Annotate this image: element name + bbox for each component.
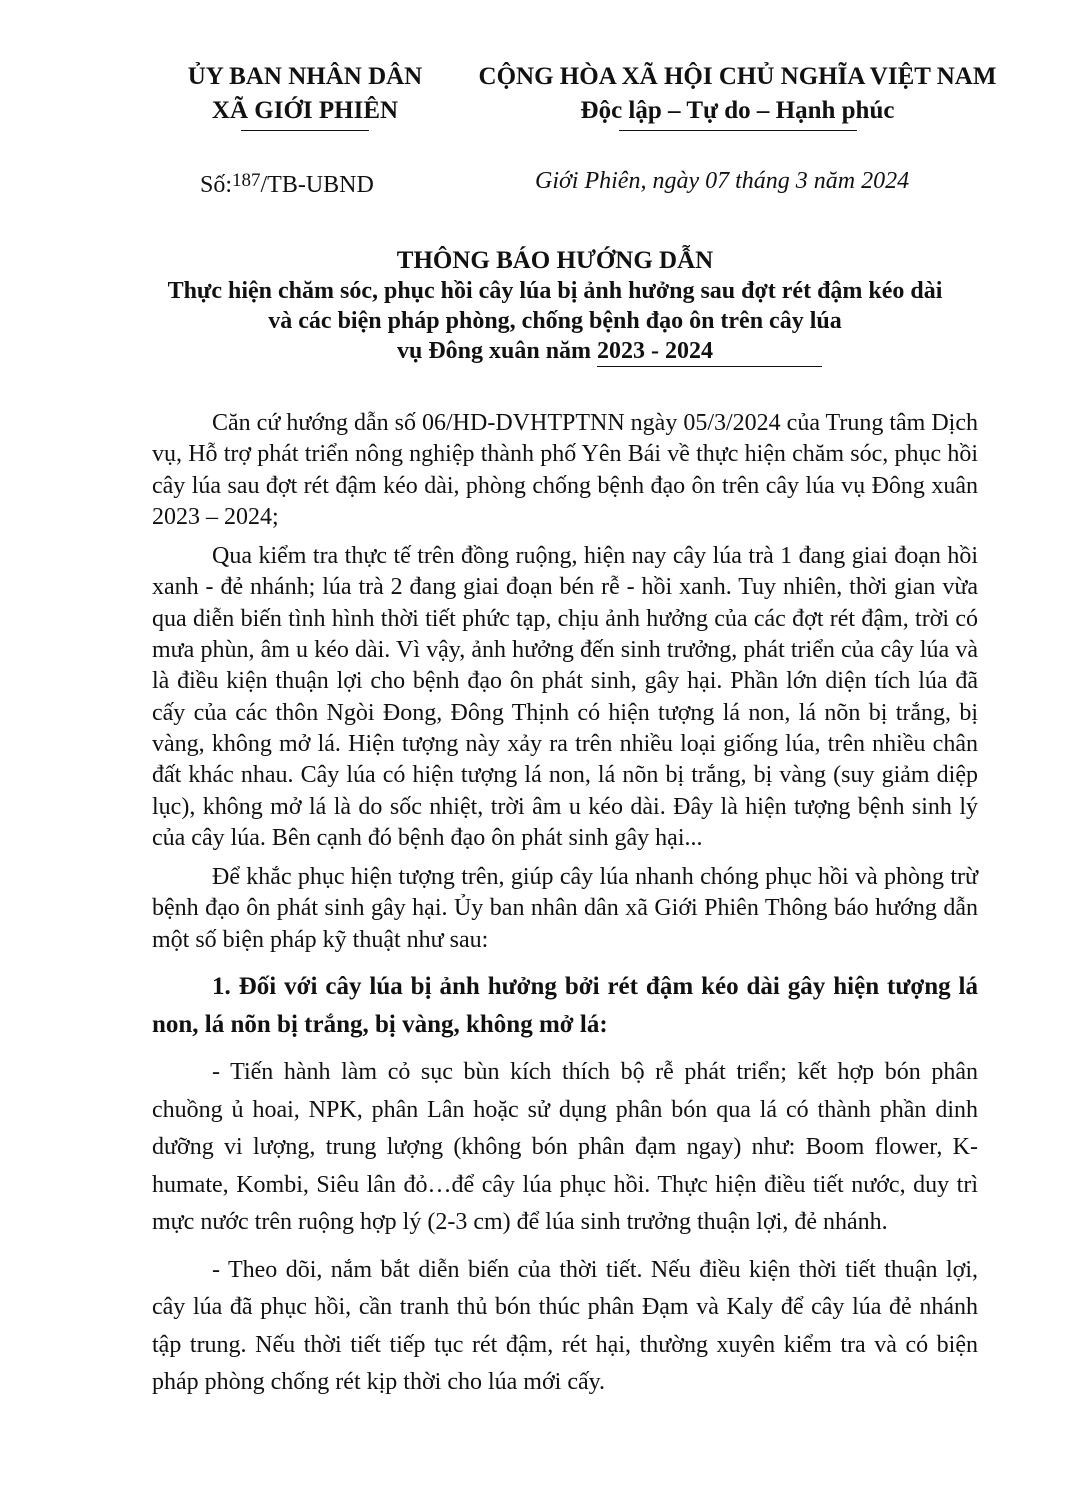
measure-item-2: - Theo dõi, nắm bắt diễn biến của thời tiết. Nếu điều kiện thời tiết thuận lợi, cây lúa đã phục hồi, cần tranh thủ bón thúc phân Đạm và Kaly để cây lúa đẻ nhánh tập trung. Nếu thời tiết tiếp tục rét đậm, rét hại, thường xuyên kiểm tra và có biện pháp phòng chống rét kịp thời cho lúa mới cấy. bbox=[152, 1256, 978, 1396]
nation-line-2: Độc lập – Tự do – Hạnh phúc bbox=[580, 97, 895, 124]
measure-item-1: - Tiến hành làm cỏ sục bùn kích thích bộ rễ phát triển; kết hợp bón phân chuồng ủ hoai, NPK, phân Lân hoặc sử dụng phân bón qua lá có thành phần dinh dưỡng vi lượng, trung lượng (không bón phân đạm ngay) như: Boom flower, K-humate, Kombi, Siêu lân đỏ…để cây lúa phục hồi. Thực hiện điều tiết nước, duy trì mực nước trên ruộng hợp lý (2-3 cm) để lúa sinh trưởng thuận lợi, đẻ nhánh. bbox=[152, 1059, 978, 1236]
title-sub-line-1: Thực hiện chăm sóc, phục hồi cây lúa bị ảnh hưởng sau đợt rét đậm kéo dài bbox=[167, 278, 943, 304]
doc-number-value: 187 bbox=[232, 170, 261, 191]
paragraph-purpose: Để khắc phục hiện tượng trên, giúp cây lúa nhanh chóng phục hồi và phòng trừ bệnh đạo ôn phát sinh gây hại. Ủy ban nhân dân xã Giới Phiên Thông báo hướng dẫn một số biện pháp kỹ thuật như sau: bbox=[152, 864, 978, 953]
national-motto bbox=[465, 60, 1010, 131]
org-line-1: ỦY BAN NHÂN DÂN bbox=[187, 63, 423, 90]
paragraph-basis: Căn cứ hướng dẫn số 06/HD-DVHTPTNN ngày 05/3/2024 của Trung tâm Dịch vụ, Hỗ trợ phát triển nông nghiệp thành phố Yên Bái về thực hiện chăm sóc, phục hồi cây lúa sau đợt rét đậm kéo dài, phòng chống bệnh đạo ôn trên cây lúa vụ Đông xuân 2023 – 2024; bbox=[152, 410, 978, 530]
issuing-organization bbox=[160, 60, 450, 131]
doc-number-suffix: /TB-UBND bbox=[260, 172, 374, 198]
document-title bbox=[120, 246, 990, 367]
org-underline bbox=[241, 130, 369, 131]
motto-underline bbox=[619, 130, 857, 131]
document-body bbox=[152, 408, 978, 1402]
document-number bbox=[200, 166, 374, 200]
paragraph-situation: Qua kiểm tra thực tế trên đồng ruộng, hiện nay cây lúa trà 1 đang giai đoạn hồi xanh - đẻ nhánh; lúa trà 2 đang giai đoạn bén rễ - hồi xanh. Tuy nhiên, thời gian vừa qua diễn biến tình hình thời tiết phức tạp, chịu ảnh hưởng của các đợt rét đậm, trời có mưa phùn, âm u kéo dài. Vì vậy, ảnh hưởng đến sinh trưởng, phát triển của cây lúa và là điều kiện thuận lợi cho bệnh đạo ôn phát sinh, gây hại. Phần lớn diện tích lúa đã cấy của các thôn Ngòi Đong, Đông Thịnh có hiện tượng lá non, lá nõn bị trắng, bị vàng, không mở lá. Hiện tượng này xảy ra trên nhiều loại giống lúa, trên nhiều chân đất khác nhau. Cây lúa có hiện tượng lá non, lá nõn bị trắng, bị vàng (suy giảm diệp lục), không mở lá là do sốc nhiệt, trời âm u kéo dài. Đây là hiện tượng bệnh sinh lý của cây lúa. Bên cạnh đó bệnh đạo ôn phát sinh gây hại... bbox=[152, 543, 978, 851]
doc-number-prefix: Số: bbox=[200, 172, 233, 198]
nation-line-1: CỘNG HÒA XÃ HỘI CHỦ NGHĨA VIỆT NAM bbox=[478, 63, 997, 90]
org-line-2: XÃ GIỚI PHIÊN bbox=[211, 97, 399, 124]
title-sub-line-2: và các biện pháp phòng, chống bệnh đạo ôn trên cây lúa bbox=[268, 308, 842, 334]
title-sub-line-3: vụ Đông xuân năm 2023 - 2024 bbox=[396, 338, 714, 364]
title-main: THÔNG BÁO HƯỚNG DẪN bbox=[396, 247, 714, 274]
document-date: Giới Phiên, ngày 07 tháng 3 năm 2024 bbox=[535, 168, 910, 194]
section-heading-1: 1. Đối với cây lúa bị ảnh hưởng bởi rét đậm kéo dài gây hiện tượng lá non, lá nõn bị trắng, bị vàng, không mở lá: bbox=[152, 973, 978, 1039]
title-underline bbox=[597, 366, 822, 367]
